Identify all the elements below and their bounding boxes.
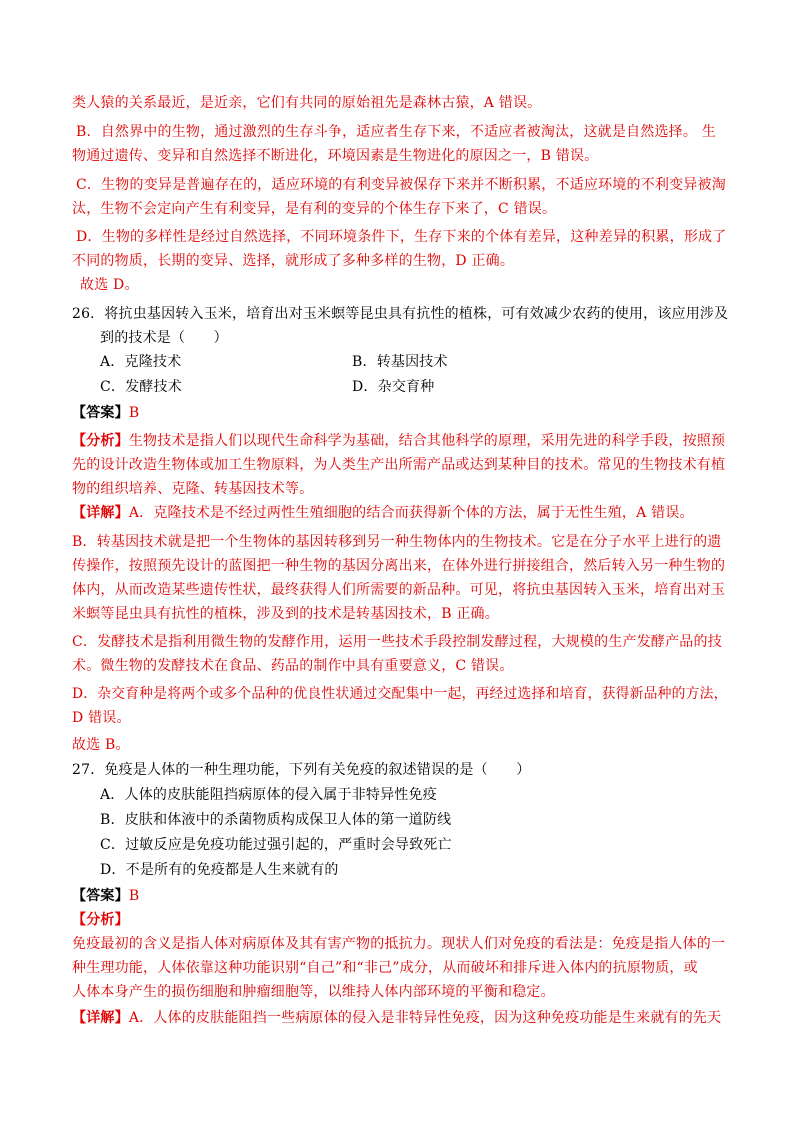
- q27-stem: 27．免疫是人体的一种生理功能，下列有关免疫的叙述错误的是（ ）: [72, 762, 531, 778]
- q26-analysis-text: 先的设计改造生物体或加工生物原料，为人类生产出所需产品或达到某种目的技术。常见的生物技术有植: [72, 457, 726, 473]
- q27-option-a: A．人体的皮肤能阻挡病原体的侵入属于非特异性免疫: [100, 787, 437, 803]
- q27-option-d: D．不是所有的免疫都是人生来就有的: [100, 862, 339, 878]
- q26-answer: [72, 403, 139, 423]
- q27-analysis-text: 免疫最初的含义是指人体对病原体及其有害产物的抵抗力。现状人们对免疫的看法是：免疫是指人体的一: [72, 936, 726, 952]
- q26-detail-c: C．发酵技术是指利用微生物的发酵作用，运用一些技术手段控制发酵过程，大规模的生产发酵产品的技: [72, 634, 722, 650]
- q26-stem: 到的技术是（ ）: [100, 330, 228, 346]
- q27-analysis-tag: 【分析】: [72, 912, 129, 928]
- q25-text-line: 类人猿的关系最近，是近亲，它们有共同的原始祖先是森林古猿，A 错误。: [72, 95, 542, 111]
- q26-detail-b: 传操作，按照预先设计的蓝图把一种生物的基因分离出来，在体外进行拼接组合，然后转入另一种生物的: [72, 558, 726, 574]
- analysis-text: 生物技术是指人们以现代生命科学为基础，结合其他科学的原理，采用先进的科学手段，按照预: [128, 433, 726, 449]
- q26-detail-d: D．杂交育种是将两个或多个品种的优良性状通过交配集中一起，再经过选择和培育，获得新品种的方法，: [72, 686, 728, 702]
- q27-analysis-text: 种生理功能，人体依靠这种功能识别“自己”和“非己”成分，从而破坏和排斥进入体内的抗原物质，或: [72, 960, 698, 976]
- detail-text: A．人体的皮肤能阻挡一些病原体的侵入是非特异性免疫，因为这种免疫功能是生来就有的先天: [128, 1010, 722, 1026]
- answer-tag: 【答案】: [72, 888, 129, 904]
- q26-detail-b: 体内，从而改造某些遗传性状，最终获得人们所需要的新品种。可见，将抗虫基因转入玉米，培育出对玉: [72, 582, 726, 598]
- q25-option-d-explanation: 不同的物质，长期的变异、选择，就形成了多种多样的生物，D 正确。: [72, 253, 515, 269]
- q26-conclusion: 故选 B。: [72, 737, 130, 753]
- detail-tag: 【详解】: [72, 505, 129, 521]
- answer-value: B: [128, 888, 140, 904]
- q26-option-c: C．发酵技术: [100, 379, 182, 395]
- analysis-tag: 【分析】: [72, 433, 129, 449]
- q26-option-a: A．克隆技术: [100, 354, 182, 370]
- q27-answer: [72, 886, 139, 906]
- q26-detail-b: B．转基因技术就是把一个生物体的基因转移到另一种生物体内的生物技术。它是在分子水平上进行的遗: [72, 534, 722, 550]
- q26-detail-b: 米螟等昆虫具有抗性的植株，涉及到的技术是转基因技术，B 正确。: [72, 606, 499, 622]
- detail-tag: 【详解】: [72, 1010, 129, 1026]
- answer-tag: 【答案】: [72, 405, 129, 421]
- q26-analysis-text: 物的组织培养、克隆、转基因技术等。: [72, 481, 314, 497]
- q25-option-c-explanation: C．生物的变异是普遍存在的，适应环境的有利变异被保存下来并不断积累，不适应环境的不利变异被淘: [76, 177, 726, 193]
- q26-stem: 26．将抗虫基因转入玉米，培育出对玉米螟等昆虫具有抗性的植株，可有效减少农药的使用，该应用涉及: [72, 306, 729, 322]
- q26-detail-c: 术。微生物的发酵技术在食品、药品的制作中具有重要意义，C 错误。: [72, 658, 514, 674]
- q27-option-b: B．皮肤和体液中的杀菌物质构成保卫人体的第一道防线: [100, 812, 452, 828]
- q26-option-d: D．杂交育种: [352, 379, 435, 395]
- q27-option-c: C．过敏反应是免疫功能过强引起的，严重时会导致死亡: [100, 837, 452, 853]
- q26-detail: [72, 503, 694, 523]
- q25-option-b-explanation: B．自然界中的生物，通过激烈的生存斗争，适应者生存下来，不适应者被淘汰，这就是自然选择。 生: [76, 124, 716, 140]
- answer-value: B: [128, 405, 140, 421]
- q26-analysis: [72, 431, 725, 451]
- q26-option-b: B．转基因技术: [352, 354, 448, 370]
- q25-conclusion: 故选 D。: [80, 277, 139, 293]
- detail-text: A．克隆技术是不经过两性生殖细胞的结合而获得新个体的方法，属于无性生殖，A 错误。: [128, 505, 694, 521]
- q27-analysis-text: 人体本身产生的损伤细胞和肿瘤细胞等，以维持人体内部环境的平衡和稳定。: [72, 984, 555, 1000]
- q26-detail-d: D 错误。: [72, 710, 131, 726]
- q25-option-d-explanation: D．生物的多样性是经过自然选择，不同环境条件下，生存下来的个体有差异，这种差异的积累，形成了: [76, 229, 727, 245]
- q25-option-b-explanation: 物通过遗传、变异和自然选择不断进化，环境因素是生物进化的原因之一，B 错误。: [72, 148, 599, 164]
- q27-detail: [72, 1008, 721, 1028]
- q25-option-c-explanation: 汰，生物不会定向产生有利变异，是有利的变异的个体生存下来了，C 错误。: [72, 201, 557, 217]
